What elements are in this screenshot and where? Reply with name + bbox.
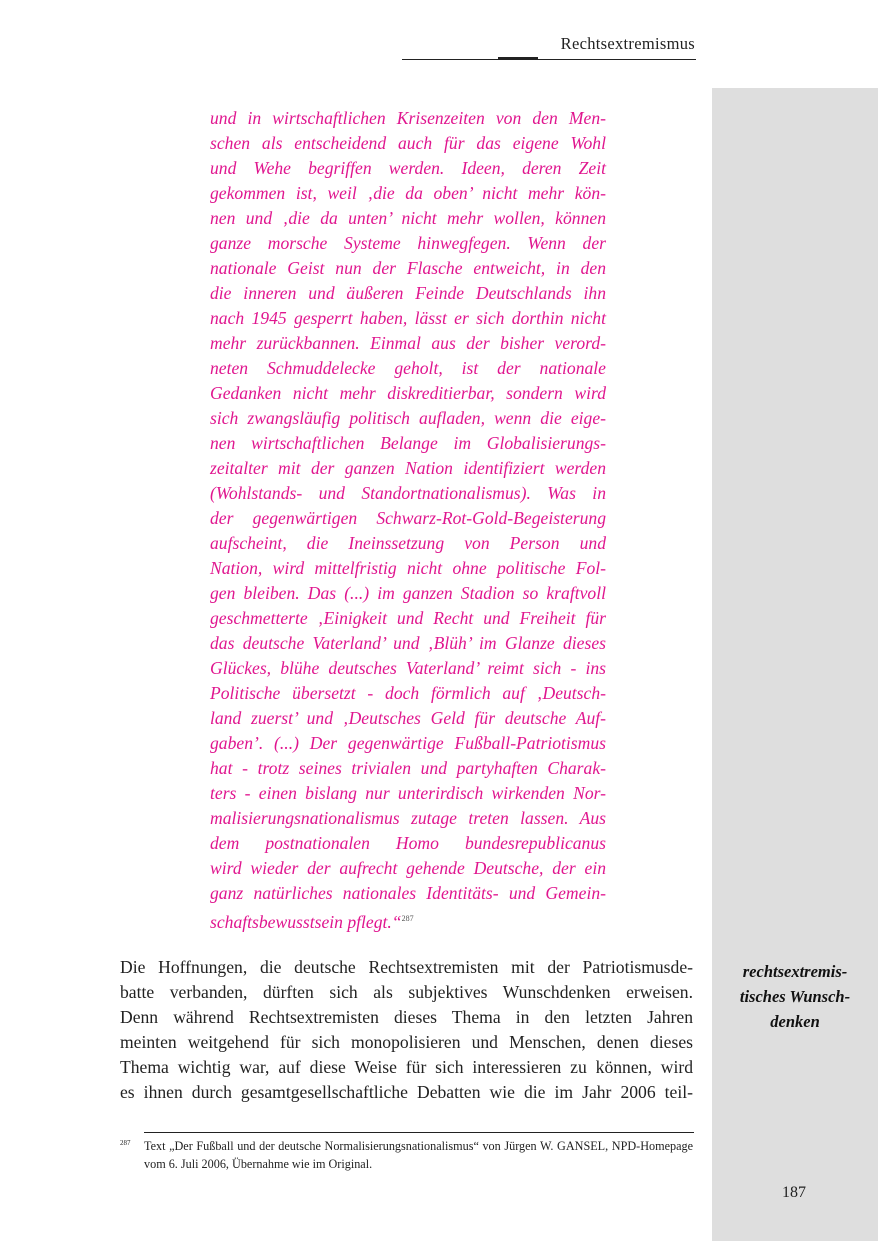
text-line: mehr zurückbannen. Einmal aus der bisher verord- bbox=[210, 333, 606, 353]
block-quote bbox=[210, 106, 606, 935]
body-paragraph bbox=[120, 955, 693, 1105]
text-line: Glückes, blühe deutsches Vaterland’ reimt sich - ins bbox=[210, 658, 606, 678]
text-line: dem postnationalen Homo bundesrepublicanus bbox=[210, 833, 606, 853]
text-line: geschmetterte ‚Einigkeit und Recht und Freiheit für bbox=[210, 608, 606, 628]
text-line: gekommen ist, weil ‚die da oben’ nicht mehr kön- bbox=[210, 183, 606, 203]
text-line: das deutsche Vaterland’ und ‚Blüh’ im Glanze dieses bbox=[210, 633, 606, 653]
margin-note-line: tisches Wunsch- bbox=[739, 987, 851, 1006]
text-line: gaben’. (...) Der gegenwärtige Fußball-Patriotismus bbox=[210, 733, 606, 753]
text-line: schen als entscheidend auch für das eigene Wohl bbox=[210, 133, 606, 153]
footnote-number: 287 bbox=[120, 1139, 131, 1147]
text-line: batte verbanden, dürften sich als subjektives Wunschdenken erweisen. bbox=[120, 982, 693, 1002]
text-line: neten Schmuddelecke geholt, ist der nationale bbox=[210, 358, 606, 378]
text-line: der gegenwärtigen Schwarz-Rot-Gold-Begeisterung bbox=[210, 508, 606, 528]
margin-note-line: rechtsextremis- bbox=[742, 962, 848, 981]
text-line: land zuerst’ und ‚Deutsches Geld für deutsche Auf- bbox=[210, 708, 606, 728]
footnote-reference[interactable]: 287 bbox=[401, 914, 414, 923]
text-line: Thema wichtig war, auf diese Weise für sich interessieren zu können, wird bbox=[120, 1057, 693, 1077]
text-line: Denn während Rechtsextremisten dieses Thema in den letzten Jahren bbox=[120, 1007, 693, 1027]
text-line: ters - einen bislang nur unterirdisch wirkenden Nor- bbox=[210, 783, 606, 803]
margin-note-line: denken bbox=[770, 1012, 820, 1031]
header-rule bbox=[402, 59, 696, 60]
text-line: nach 1945 gesperrt haben, lässt er sich dorthin nicht bbox=[210, 308, 606, 328]
text-line: hat - trotz seines trivialen und partyhaften Charak- bbox=[210, 758, 606, 778]
text-line: ganz natürliches nationales Identitäts- und Gemein- bbox=[210, 883, 606, 903]
text-line: sich zwangsläufig politisch aufladen, wenn die eige- bbox=[210, 408, 606, 428]
page-number: 187 bbox=[782, 1184, 806, 1201]
text-line: zeitalter mit der ganzen Nation identifiziert werden bbox=[210, 458, 606, 478]
text-line: Gedanken nicht mehr diskreditierbar, sondern wird bbox=[210, 383, 606, 403]
footnote-rule bbox=[144, 1132, 694, 1133]
text-line: ganze morsche Systeme hinwegfegen. Wenn der bbox=[210, 233, 606, 253]
footnote bbox=[120, 1137, 693, 1173]
margin-sidebar bbox=[712, 88, 878, 1241]
header-rule-accent bbox=[498, 57, 538, 60]
text-line: wird wieder der aufrecht gehende Deutsche, der ein bbox=[210, 858, 606, 878]
footnote-text: Text „Der Fußball und der deutsche Normalisierungsnationalismus“ von Jürgen W. GANSEL, NPD-Homepage vom 6. Juli 2006, Übernahme wie im Original. bbox=[144, 1139, 693, 1171]
text-line: meinten weitgehend für sich monopolisieren und Menschen, denen dieses bbox=[120, 1032, 693, 1052]
text-line: malisierungsnationalismus zutage treten lassen. Aus bbox=[210, 808, 606, 828]
text-line: nen und ‚die da unten’ nicht mehr wollen, können bbox=[210, 208, 606, 228]
running-header: Rechtsextremismus bbox=[560, 34, 695, 53]
text-line: nationale Geist nun der Flasche entweicht, in den bbox=[210, 258, 606, 278]
text-line: und in wirtschaftlichen Krisenzeiten von den Men- bbox=[210, 108, 606, 128]
text-line: Politische übersetzt - doch förmlich auf ‚Deutsch- bbox=[210, 683, 606, 703]
text-line: Nation, wird mittelfristig nicht ohne politische Fol- bbox=[210, 558, 606, 578]
text-line: und Wehe begriffen werden. Ideen, deren Zeit bbox=[210, 158, 606, 178]
text-line: die inneren und äußeren Feinde Deutschlands ihn bbox=[210, 283, 606, 303]
text-line: aufscheint, die Ineinssetzung von Person und bbox=[210, 533, 606, 553]
text-line: (Wohlstands- und Standortnationalismus). Was in bbox=[210, 483, 606, 503]
text-line: es ihnen durch gesamtgesellschaftliche Debatten wie die im Jahr 2006 teil- bbox=[120, 1082, 693, 1102]
text-line: gen bleiben. Das (...) im ganzen Stadion so kraftvoll bbox=[210, 583, 606, 603]
text-line: nen wirtschaftlichen Belange im Globalisierungs- bbox=[210, 433, 606, 453]
margin-note bbox=[714, 959, 876, 1034]
quote-last-line bbox=[210, 906, 606, 935]
text-line: Die Hoffnungen, die deutsche Rechtsextremisten mit der Patriotismusde- bbox=[120, 957, 693, 977]
text-line: schaftsbewusstsein pflegt.“ bbox=[210, 912, 402, 932]
